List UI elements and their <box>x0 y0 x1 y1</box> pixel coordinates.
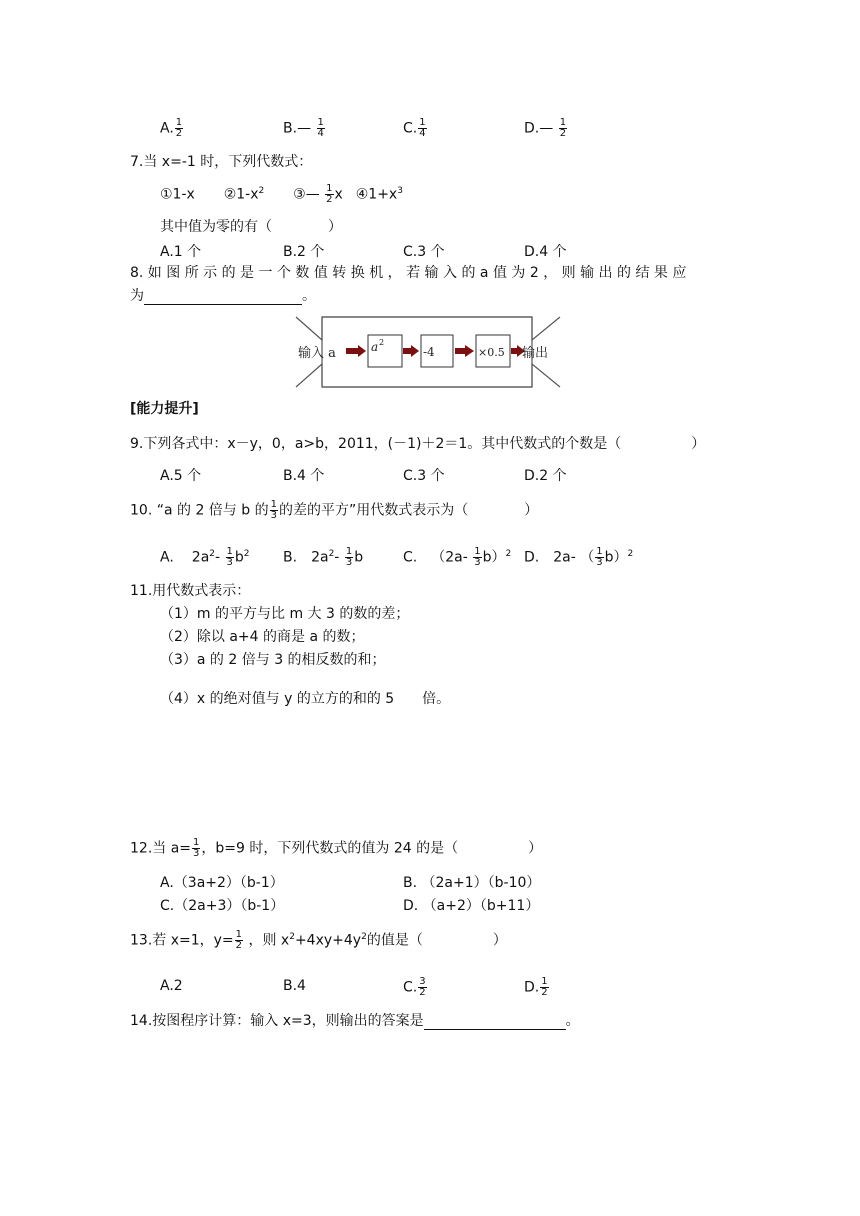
input-label: 输入 a <box>298 346 336 361</box>
option-label: B. <box>283 120 298 137</box>
q7-expressions: ①1-x $②1-x^2$ ③— $\frac{1}{2}$ x $④1+x^3$ <box>160 183 403 205</box>
option-label: A. <box>160 120 174 137</box>
q12-option-b: B. （2a+1）（b-10） <box>403 875 541 891</box>
q7-option-d: D.4 个 <box>524 244 567 260</box>
fraction: $\frac{1}{3}$ <box>226 546 233 568</box>
q6-option-a <box>160 118 184 139</box>
q10-option-c: C. （2a- $\frac{1}{3}$ b）$^2$ <box>403 546 512 568</box>
conversion-machine-diagram <box>294 314 562 390</box>
fraction: $\frac{1}{2}$ <box>559 117 567 139</box>
option-label: C. <box>403 120 418 137</box>
arrow-head-icon <box>411 345 419 357</box>
q12-option-d: D. （a+2）（b+11） <box>403 898 540 914</box>
fraction: $\frac{1}{2}$ <box>541 976 548 998</box>
q13-option-a: A.2 <box>160 978 183 994</box>
q10-option-d: D. 2a- （ $\frac{1}{3}$ b）$^2$ <box>524 546 634 568</box>
answer-blank <box>144 290 302 305</box>
q10-option-b: B. $2a^2-$ $\frac{1}{3}$ b <box>283 546 364 568</box>
fraction: $\frac{1}{3}$ <box>596 546 603 568</box>
q8-stem-line2: 为 。 <box>130 288 316 304</box>
q13-option-c: C. $\frac{3}{2}$ <box>403 976 426 998</box>
q7-option-c: C.3 个 <box>403 244 445 260</box>
q9-stem: 9.下列各式中：x－y，0，a>b，2011，(－1)＋2＝1。其中代数式的个数是（ ） <box>130 436 706 452</box>
option-label: D. <box>524 120 540 137</box>
fraction: $\frac{1}{4}$ <box>419 117 426 139</box>
q10-option-a: A. $2a^2-$ $\frac{1}{3}$ $b^2$ <box>160 546 250 568</box>
answer-blank <box>424 1015 566 1030</box>
fraction: $\frac{1}{3}$ <box>345 546 353 568</box>
q6-option-b: B.— $\frac{1}{4}$ <box>283 117 324 139</box>
q6-option-c <box>403 118 428 139</box>
box1-sup: 2 <box>379 338 385 347</box>
q6-option-d: D.— $\frac{1}{2}$ <box>524 117 567 139</box>
q13-option-b: B.4 <box>283 978 306 994</box>
arrow-icon <box>346 348 360 354</box>
arrow-head-icon <box>465 345 474 357</box>
fraction: $\frac{1}{4}$ <box>317 117 324 139</box>
fraction: $\frac{1}{3}$ <box>474 546 481 568</box>
q12-option-a: A.（3a+2）（b-1） <box>160 875 284 891</box>
q14-stem: 14.按图程序计算：输入 x=3，则输出的答案是 。 <box>130 1013 580 1029</box>
q10-stem: 10. “a 的 2 倍与 b 的 $\frac{1}{3}$ 的差的平方”用代数式表示为（ ） <box>130 499 539 521</box>
fraction: $\frac{1}{3}$ <box>270 499 277 521</box>
q7-option-a: A.1 个 <box>160 244 202 260</box>
box2-label: -4 <box>423 345 435 359</box>
q9-option-a: A.5 个 <box>160 468 202 484</box>
output-label: 输出 <box>522 346 549 361</box>
q11-item-2: （2）除以 a+4 的商是 a 的数； <box>160 629 365 645</box>
box1-base: a <box>371 340 379 354</box>
fraction: $\frac{1}{2}$ <box>175 117 183 139</box>
q8-stem-line1: 8. 如 图 所 示 的 是 一 个 数 值 转 换 机 ， 若 输 入 的 a 值 为 2 ， 则 输 出 的 结 果 应 <box>130 265 687 281</box>
section-heading: [能力提升] <box>130 401 199 417</box>
q11-stem: 11.用代数式表示： <box>130 583 251 599</box>
q11-item-4: （4）x 的绝对值与 y 的立方的和的 5 倍。 <box>160 691 451 707</box>
q12-option-c: C.（2a+3）（b-1） <box>160 898 285 914</box>
q11-item-3: （3）a 的 2 倍与 3 的相反数的和； <box>160 652 386 668</box>
q7-stem: 7.当 x=-1 时，下列代数式： <box>130 154 313 170</box>
q13-stem: 13.若 x=1，y= $\frac{1}{2}$ ，则 $x^2+4xy+4y^2$的值是（ ） <box>130 929 507 951</box>
fraction: $\frac{1}{2}$ <box>235 929 243 951</box>
q11-item-1: （1）m 的平方与比 m 大 3 的数的差； <box>160 606 410 622</box>
q7-option-b: B.2 个 <box>283 244 325 260</box>
q9-option-b: B.4 个 <box>283 468 325 484</box>
arrow-head-icon <box>358 345 366 357</box>
q9-option-c: C.3 个 <box>403 468 445 484</box>
q7-question: 其中值为零的有（ ） <box>160 219 342 235</box>
q13-option-d: D. $\frac{1}{2}$ <box>524 976 548 998</box>
fraction: $\frac{3}{2}$ <box>419 976 426 998</box>
q9-option-d: D.2 个 <box>524 468 567 484</box>
fraction: $\frac{1}{3}$ <box>193 837 200 859</box>
fraction: $\frac{1}{2}$ <box>326 183 333 205</box>
q12-stem: 12.当 a= $\frac{1}{3}$ ，b=9 时，下列代数式的值为 24 的是（ ） <box>130 837 543 859</box>
box3-label: ×0.5 <box>478 346 505 359</box>
